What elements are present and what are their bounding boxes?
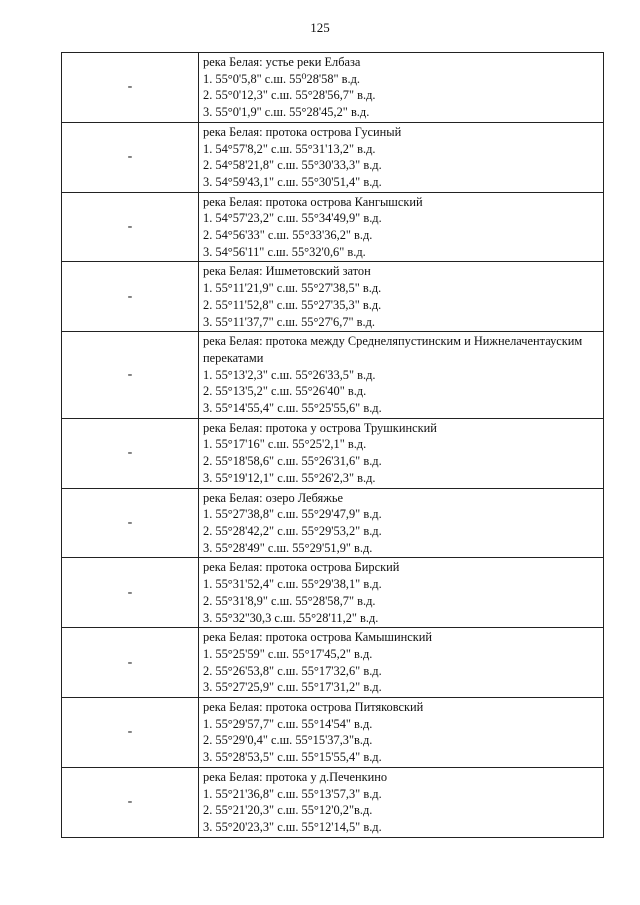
coordinate-point: 1. 55°17'16" с.ш. 55°25'2,1" в.д. (203, 437, 367, 452)
table-row (62, 628, 604, 698)
coordinate-point: 1. 55°27'38,8" с.ш. 55°29'47,9" в.д. (203, 507, 382, 522)
coordinate-point: 2. 55°28'42,2" с.ш. 55°29'53,2" в.д. (203, 523, 382, 538)
coordinate-point: 2. 55°11'52,8" с.ш. 55°27'35,3" в.д. (203, 297, 382, 312)
table-row (62, 558, 604, 628)
row-marker: - (62, 53, 199, 123)
table-row (62, 122, 604, 192)
row-content (199, 488, 604, 558)
coordinate-point: 3. 55°27'25,9" с.ш. 55°17'31,2" в.д. (203, 680, 382, 695)
coordinate-point: 3. 55°11'37,7" с.ш. 55°27'6,7" в.д. (203, 314, 376, 329)
row-marker: - (62, 488, 199, 558)
page-number: 125 (310, 20, 330, 35)
row-content (199, 558, 604, 628)
water-body-title: река Белая: протока острова Гусиный (203, 124, 402, 139)
coordinate-point: 3. 55°14'55,4" с.ш. 55°25'55,6" в.д. (203, 401, 382, 416)
coordinate-point: 1. 55°25'59" с.ш. 55°17'45,2" в.д. (203, 646, 373, 661)
water-body-title: река Белая: протока между Среднеляпустинским и Нижнелачентауским перекатами (203, 334, 583, 365)
table-row (62, 767, 604, 837)
row-marker: - (62, 192, 199, 262)
water-body-title: река Белая: протока острова Кангышский (203, 194, 423, 209)
water-body-title: река Белая: протока острова Бирский (203, 560, 400, 575)
row-content (199, 262, 604, 332)
table-row (62, 488, 604, 558)
coordinate-point: 1. 55°31'52,4" с.ш. 55°29'38,1" в.д. (203, 577, 382, 592)
row-marker: - (62, 332, 199, 419)
water-body-title: река Белая: протока острова Камышинский (203, 630, 432, 645)
coordinate-point: 1. 55°11'21,9" с.ш. 55°27'38,5" в.д. (203, 281, 382, 296)
coordinate-point: 1. 55°13'2,3" с.ш. 55°26'33,5" в.д. (203, 367, 376, 382)
row-content (199, 192, 604, 262)
water-body-title: река Белая: Ишметовский затон (203, 264, 371, 279)
row-marker: - (62, 767, 199, 837)
row-content (199, 767, 604, 837)
water-body-title: река Белая: протока у острова Трушкинский (203, 420, 437, 435)
water-bodies-table (61, 52, 604, 838)
coordinate-point: 1. 54°57'23,2" с.ш. 55°34'49,9" в.д. (203, 211, 382, 226)
row-marker: - (62, 418, 199, 488)
coordinate-point: 3. 54°56'11" с.ш. 55°32'0,6" в.д. (203, 244, 366, 259)
table-row (62, 53, 604, 123)
row-content (199, 53, 604, 123)
coordinate-point: 2. 55°21'20,3" с.ш. 55°12'0,2"в.д. (203, 803, 373, 818)
water-body-title: река Белая: устье реки Елбаза (203, 55, 361, 69)
coordinate-point: 3. 55°20'23,3" с.ш. 55°12'14,5" в.д. (203, 819, 382, 834)
coordinate-point: 2. 55°26'53,8" с.ш. 55°17'32,6" в.д. (203, 663, 382, 678)
row-content (199, 628, 604, 698)
coordinate-point: 3. 55°28'53,5" с.ш. 55°15'55,4" в.д. (203, 750, 382, 765)
row-marker: - (62, 698, 199, 768)
water-body-title: река Белая: озеро Лебяжье (203, 490, 343, 505)
coordinate-point: 3. 55°28'49" с.ш. 55°29'51,9" в.д. (203, 540, 373, 555)
row-marker: - (62, 558, 199, 628)
row-marker: - (62, 628, 199, 698)
coordinate-point: 1. 55°21'36,8" с.ш. 55°13'57,3" в.д. (203, 786, 382, 801)
coordinate-point: 3. 55°0'1,9" с.ш. 55°28'45,2" в.д. (203, 105, 370, 120)
coordinate-point: 2. 54°58'21,8" с.ш. 55°30'33,3" в.д. (203, 158, 382, 173)
water-body-title: река Белая: протока острова Питяковский (203, 700, 424, 715)
coordinate-point: 3. 55°19'12,1" с.ш. 55°26'2,3" в.д. (203, 470, 376, 485)
coordinate-point: 2. 55°31'8,9" с.ш. 55°28'58,7" в.д. (203, 593, 376, 608)
row-content (199, 332, 604, 419)
table-row (62, 332, 604, 419)
coordinate-point: 1. 55°29'57,7" с.ш. 55°14'54" в.д. (203, 716, 373, 731)
table-row (62, 192, 604, 262)
row-content (199, 698, 604, 768)
coordinate-point: 2. 55°29'0,4" с.ш. 55°15'37,3"в.д. (203, 733, 373, 748)
table-row (62, 418, 604, 488)
coordinate-point: 2. 55°0'12,3" с.ш. 55°28'56,7" в.д. (203, 88, 376, 103)
row-marker: - (62, 122, 199, 192)
row-content (199, 418, 604, 488)
row-marker: - (62, 262, 199, 332)
coordinate-point: 2. 54°56'33" с.ш. 55°33'36,2" в.д. (203, 228, 373, 243)
row-content (199, 122, 604, 192)
coordinate-point: 1. 54°57'8,2" с.ш. 55°31'13,2" в.д. (203, 141, 376, 156)
coordinate-point: 3. 55°32''30,3 с.ш. 55°28'11,2" в.д. (203, 610, 379, 625)
water-body-title: река Белая: протока у д.Печенкино (203, 769, 388, 784)
table-row (62, 698, 604, 768)
coordinate-point: 3. 54°59'43,1" с.ш. 55°30'51,4" в.д. (203, 174, 382, 189)
coordinate-point: 2. 55°18'58,6" с.ш. 55°26'31,6" в.д. (203, 454, 382, 469)
coordinate-point: 2. 55°13'5,2" с.ш. 55°26'40" в.д. (203, 384, 367, 399)
coordinate-point: 1. 55°0'5,8" с.ш. 55⁰28'58" в.д. (203, 71, 361, 86)
table-row (62, 262, 604, 332)
